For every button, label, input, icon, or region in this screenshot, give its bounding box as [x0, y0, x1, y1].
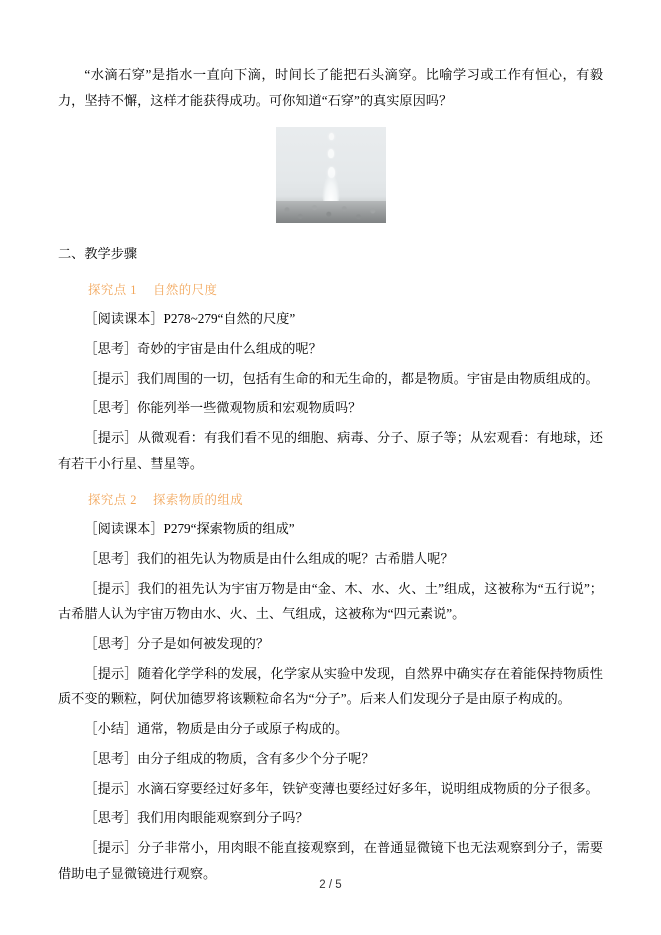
page-number: 2 / 5 [319, 879, 342, 891]
paragraph: ［思考］由分子组成的物质，含有多少个分子呢？ [84, 750, 375, 766]
paragraph: ［思考］我们的祖先认为物质是由什么组成的呢？古希腊人呢？ [84, 550, 454, 566]
explore-point-2-heading [88, 489, 603, 513]
section-title: 二、教学步骤 [58, 246, 138, 262]
explore-point-2-index: 探究点 2 [88, 492, 137, 507]
paragraph: ［提示］分子非常小，用肉眼不能直接观察到，在普通显微镜下也无法观察到分子，需要借助电子显微镜进行观察。 [58, 840, 603, 881]
paragraph: ［提示］水滴石穿要经过好多年，铁铲变薄也要经过好多年，说明组成物质的分子很多。 [84, 780, 599, 796]
droplet-icon [329, 133, 334, 140]
figure-water-drop [58, 127, 603, 223]
explore-point-1-heading [88, 279, 603, 303]
paragraph: ［提示］我们的祖先认为宇宙万物是由“金、木、水、火、土”组成，这被称为“五行说”；古希腊人认为宇宙万物由水、火、土、气组成，这被称为“四元素说”。 [58, 580, 603, 622]
explore-point-2-title: 探索物质的组成 [152, 492, 244, 507]
paragraph: ［提示］我们周围的一切，包括有生命的和无生命的，都是物质。宇宙是由物质组成的。 [84, 370, 599, 386]
paragraph: ［阅读课本］P279“探索物质的组成” [84, 521, 295, 537]
paragraph: ［思考］分子是如何被发现的？ [84, 636, 270, 652]
paragraph: ［提示］随着化学学科的发展，化学家从实验中发现，自然界中确实存在着能保持物质性质不变的颗粒，阿伏加德罗将该颗粒命名为“分子”。后来人们发现分子是由原子构成的。 [58, 665, 603, 707]
explore-point-1-index: 探究点 1 [88, 282, 137, 297]
paragraph: ［小结］通常，物质是由分子或原子构成的。 [84, 721, 349, 737]
intro-paragraph: “水滴石穿”是指水一直向下滴，时间长了能把石头滴穿。比喻学习或工作有恒心，有毅力，坚持不懈，这样才能获得成功。可你知道“石穿”的真实原因吗？ [58, 67, 603, 108]
paragraph: ［思考］你能列举一些微观物质和宏观物质吗？ [84, 400, 362, 416]
water-drop-image [276, 127, 386, 223]
paragraph: ［提示］从微观看：有我们看不见的细胞、病毒、分子、原子等；从宏观看：有地球，还有若干小行星、彗星等。 [58, 430, 603, 471]
droplet-icon [328, 149, 334, 158]
paragraph: ［思考］我们用肉眼能观察到分子吗？ [84, 810, 309, 826]
paragraph: ［阅读课本］P278~279“自然的尺度” [84, 311, 296, 327]
stone-ground [276, 201, 386, 223]
explore-point-1-title: 自然的尺度 [152, 282, 218, 297]
paragraph: ［思考］奇妙的宇宙是由什么组成的呢？ [84, 340, 322, 356]
